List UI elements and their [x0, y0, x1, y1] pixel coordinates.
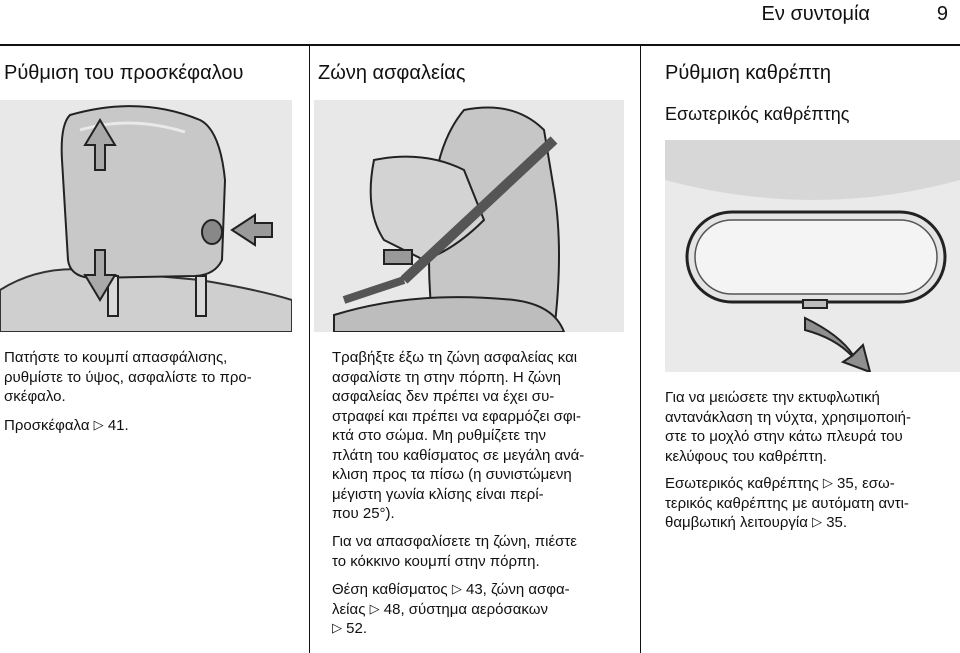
- text-line: Για να απασφαλίσετε τη ζώνη, πιέστε: [332, 533, 577, 550]
- seatbelt-drawing: [314, 100, 624, 332]
- ref-arrow-icon: ▷: [93, 417, 104, 432]
- ref-text: Προσκέφαλα: [4, 417, 90, 434]
- cross-reference[interactable]: [332, 580, 570, 639]
- ref-page: 41.: [107, 417, 129, 434]
- ref-arrow-icon: ▷: [451, 581, 462, 596]
- ref-text: 35.: [826, 514, 848, 531]
- text-line: σκέφαλο.: [4, 388, 66, 405]
- text-line: πλάτη του καθίσματος σε μεγάλη ανά-: [332, 446, 585, 464]
- instruction-text: [332, 532, 577, 571]
- ref-text: θαμβωτική λειτουργία: [665, 514, 808, 531]
- mirror-section: [647, 46, 960, 653]
- ref-text: 43, ζώνη ασφα-: [466, 581, 570, 598]
- section-heading: Ρύθμιση του προσκέφαλου: [4, 62, 244, 84]
- instruction-text: [4, 348, 252, 407]
- text-line: Για να μειώσετε την εκτυφλωτική: [665, 389, 880, 406]
- column-separator: [309, 46, 310, 653]
- ref-text: λείας: [332, 600, 366, 618]
- text-line: που 25°).: [332, 505, 395, 522]
- text-line: ασφαλείας δεν πρέπει να έχει συ-: [332, 388, 555, 405]
- text-line: στε το μοχλό στην κάτω πλευρά του: [665, 428, 903, 445]
- running-header-title: Εν συντομία: [761, 3, 870, 25]
- instruction-text: [665, 388, 911, 466]
- text-line: [332, 600, 570, 620]
- mirror-drawing: [665, 140, 960, 372]
- headrest-drawing: [0, 100, 292, 332]
- ref-arrow-icon: ▷: [822, 475, 833, 490]
- ref-arrow-icon: ▷: [812, 514, 823, 529]
- section-heading: Ρύθμιση καθρέπτη: [665, 62, 831, 84]
- text-line: τερικός καθρέπτης με αυτόματη αντι-: [665, 494, 909, 512]
- section-heading: Ζώνη ασφαλείας: [318, 62, 466, 84]
- seatbelt-illustration: [314, 100, 624, 332]
- text-line: το κόκκινο κουμπί στην πόρπη.: [332, 552, 540, 570]
- instruction-text: [332, 348, 584, 524]
- text-line: Πατήστε το κουμπί απασφάλισης,: [4, 349, 228, 366]
- ref-arrow-icon: ▷: [369, 600, 380, 616]
- text-line: κλιση προς τα πίσω (η συνιστώμενη: [332, 466, 572, 483]
- seatbelt-section: [314, 46, 632, 653]
- mirror-illustration: [665, 140, 960, 372]
- cross-reference[interactable]: [4, 416, 129, 436]
- ref-text: 52.: [346, 620, 368, 637]
- text-line: ασφαλίστε τη στην πόρπη. Η ζώνη: [332, 368, 562, 386]
- text-line: μέγιστη γωνία κλίσης είναι περί-: [332, 485, 544, 503]
- headrest-illustration: [0, 100, 292, 332]
- text-line: [332, 619, 570, 639]
- ref-text: Θέση καθίσματος: [332, 581, 448, 598]
- ref-text: 48, σύστημα αερόσακων: [383, 600, 548, 618]
- ref-text: 35, εσω-: [837, 475, 895, 492]
- cross-reference[interactable]: [665, 474, 909, 533]
- text-line: Τραβήξτε έξω τη ζώνη ασφαλείας και: [332, 349, 578, 366]
- column-separator: [640, 46, 641, 653]
- text-line: αντανάκλαση τη νύχτα, χρησιμοποιή-: [665, 408, 911, 426]
- text-line: κτά στο σώμα. Μη ρυθμίζετε την: [332, 427, 547, 444]
- text-line: [665, 474, 909, 494]
- page-number: 9: [936, 3, 948, 25]
- text-line: [332, 580, 570, 600]
- headrest-section: [0, 46, 304, 653]
- text-line: ρυθμίστε το ύψος, ασφαλίστε το προ-: [4, 368, 252, 386]
- ref-text: Εσωτερικός καθρέπτης: [665, 475, 819, 492]
- ref-arrow-icon: ▷: [332, 620, 342, 635]
- text-line: [665, 513, 909, 533]
- section-subheading: Εσωτερικός καθρέπτης: [665, 104, 850, 124]
- text-line: κελύφους του καθρέπτη.: [665, 447, 827, 465]
- text-line: στραφεί και πρέπει να εφαρμόζει σφι-: [332, 407, 581, 425]
